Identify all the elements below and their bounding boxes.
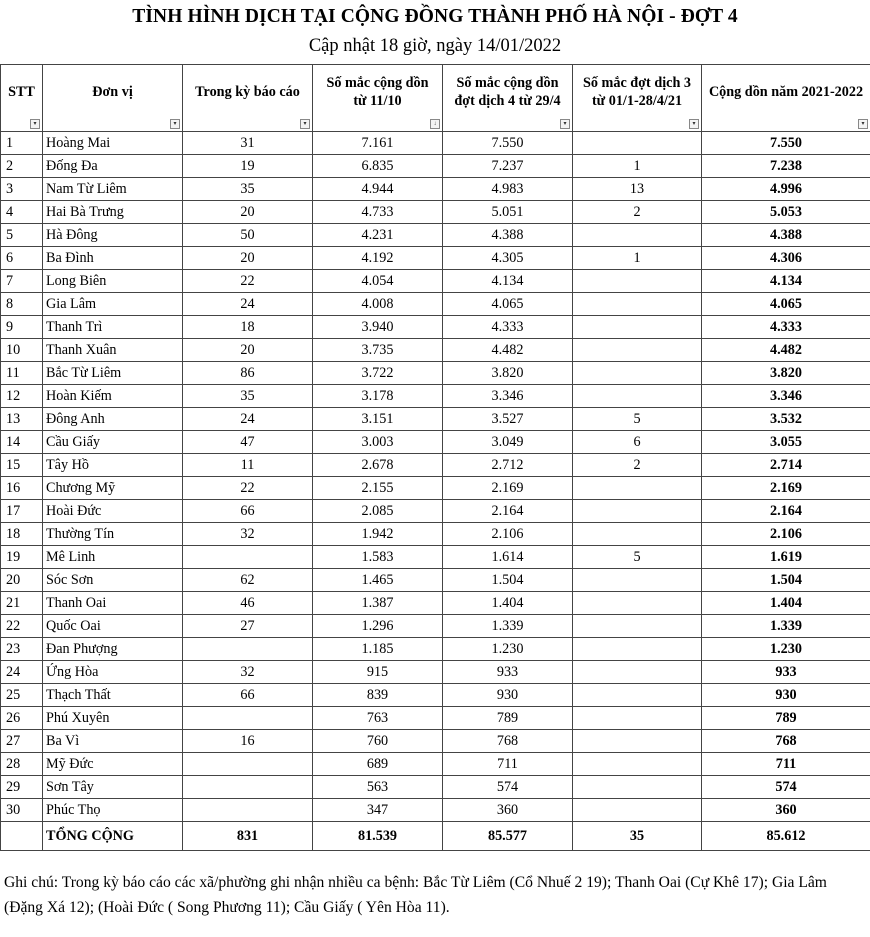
total-cell-wave-3: 35 — [573, 822, 702, 851]
cell-unit: Hoàng Mai — [43, 132, 183, 155]
cell-cumulative-since-11-10: 4.944 — [313, 178, 443, 201]
cell-stt: 29 — [1, 776, 43, 799]
cell-cumulative-since-11-10: 2.678 — [313, 454, 443, 477]
cell-stt: 28 — [1, 753, 43, 776]
cell-cumulative-2021-2022: 4.306 — [702, 247, 870, 270]
table-row — [1, 569, 870, 592]
table-row — [1, 500, 870, 523]
cell-unit: Hoàn Kiếm — [43, 385, 183, 408]
cell-wave-3 — [573, 638, 702, 661]
table-row — [1, 293, 870, 316]
cell-cumulative-wave-4: 2.712 — [443, 454, 573, 477]
cell-stt: 7 — [1, 270, 43, 293]
table-row — [1, 707, 870, 730]
cell-unit: Bắc Từ Liêm — [43, 362, 183, 385]
table-row — [1, 546, 870, 569]
cell-stt: 24 — [1, 661, 43, 684]
cell-cumulative-since-11-10: 347 — [313, 799, 443, 822]
cell-cumulative-2021-2022: 3.055 — [702, 431, 870, 454]
cell-unit: Thanh Xuân — [43, 339, 183, 362]
cell-unit: Chương Mỹ — [43, 477, 183, 500]
cell-wave-3 — [573, 753, 702, 776]
table-row — [1, 799, 870, 822]
cell-cumulative-2021-2022: 1.339 — [702, 615, 870, 638]
cell-cumulative-wave-4: 711 — [443, 753, 573, 776]
cell-stt: 11 — [1, 362, 43, 385]
column-header-cumulative-2021-2022: Cộng dồn năm 2021-2022 ▾ — [702, 65, 870, 132]
filter-dropdown-icon[interactable]: ▾ — [689, 119, 699, 129]
cell-cumulative-since-11-10: 3.735 — [313, 339, 443, 362]
cell-cumulative-wave-4: 4.065 — [443, 293, 573, 316]
cell-cumulative-2021-2022: 4.065 — [702, 293, 870, 316]
cell-cumulative-wave-4: 933 — [443, 661, 573, 684]
cell-stt: 22 — [1, 615, 43, 638]
cell-stt: 10 — [1, 339, 43, 362]
cell-wave-3: 13 — [573, 178, 702, 201]
cell-in-period: 86 — [183, 362, 313, 385]
cell-unit: Sơn Tây — [43, 776, 183, 799]
cell-stt: 17 — [1, 500, 43, 523]
cell-cumulative-wave-4: 3.346 — [443, 385, 573, 408]
total-cell-stt — [1, 822, 43, 851]
cell-unit: Nam Từ Liêm — [43, 178, 183, 201]
cell-wave-3 — [573, 776, 702, 799]
cell-in-period: 19 — [183, 155, 313, 178]
table-header-row — [1, 65, 870, 132]
cell-unit: Thạch Thất — [43, 684, 183, 707]
table-body — [1, 132, 870, 851]
cell-cumulative-wave-4: 3.820 — [443, 362, 573, 385]
cell-cumulative-2021-2022: 789 — [702, 707, 870, 730]
filter-dropdown-icon[interactable]: ▾ — [858, 119, 868, 129]
table-row — [1, 638, 870, 661]
total-cell-unit: TỔNG CỘNG — [43, 822, 183, 851]
cell-unit: Long Biên — [43, 270, 183, 293]
cell-wave-3 — [573, 500, 702, 523]
sort-descending-icon[interactable]: ↓ — [430, 119, 440, 129]
cell-cumulative-wave-4: 3.527 — [443, 408, 573, 431]
table-row — [1, 753, 870, 776]
cell-stt: 19 — [1, 546, 43, 569]
cell-in-period: 62 — [183, 569, 313, 592]
cell-unit: Mê Linh — [43, 546, 183, 569]
cell-unit: Đông Anh — [43, 408, 183, 431]
table-row — [1, 477, 870, 500]
cell-cumulative-wave-4: 1.504 — [443, 569, 573, 592]
filter-dropdown-icon[interactable]: ▾ — [170, 119, 180, 129]
cell-unit: Phú Xuyên — [43, 707, 183, 730]
cell-cumulative-since-11-10: 3.178 — [313, 385, 443, 408]
cell-in-period: 32 — [183, 661, 313, 684]
table-row — [1, 385, 870, 408]
cell-cumulative-since-11-10: 2.085 — [313, 500, 443, 523]
cell-in-period — [183, 753, 313, 776]
cell-cumulative-since-11-10: 839 — [313, 684, 443, 707]
cell-cumulative-wave-4: 1.339 — [443, 615, 573, 638]
cell-in-period — [183, 707, 313, 730]
cell-cumulative-2021-2022: 930 — [702, 684, 870, 707]
cell-unit: Thường Tín — [43, 523, 183, 546]
cell-cumulative-wave-4: 2.164 — [443, 500, 573, 523]
cell-stt: 23 — [1, 638, 43, 661]
cell-in-period: 24 — [183, 293, 313, 316]
cell-cumulative-wave-4: 4.305 — [443, 247, 573, 270]
cell-cumulative-2021-2022: 5.053 — [702, 201, 870, 224]
cell-cumulative-2021-2022: 2.169 — [702, 477, 870, 500]
cell-stt: 2 — [1, 155, 43, 178]
cell-cumulative-wave-4: 4.388 — [443, 224, 573, 247]
cell-cumulative-wave-4: 4.333 — [443, 316, 573, 339]
cell-stt: 25 — [1, 684, 43, 707]
cell-cumulative-wave-4: 7.237 — [443, 155, 573, 178]
cell-wave-3: 1 — [573, 155, 702, 178]
total-cell-in-period: 831 — [183, 822, 313, 851]
table-row — [1, 523, 870, 546]
cell-wave-3 — [573, 293, 702, 316]
cell-unit: Ba Đình — [43, 247, 183, 270]
table-row — [1, 201, 870, 224]
cell-wave-3 — [573, 592, 702, 615]
cell-wave-3 — [573, 270, 702, 293]
cell-cumulative-since-11-10: 1.296 — [313, 615, 443, 638]
cell-in-period: 20 — [183, 339, 313, 362]
page-subtitle: Cập nhật 18 giờ, ngày 14/01/2022 — [308, 36, 562, 56]
cell-wave-3: 2 — [573, 201, 702, 224]
cell-stt: 16 — [1, 477, 43, 500]
cell-cumulative-since-11-10: 4.733 — [313, 201, 443, 224]
table-row — [1, 224, 870, 247]
cell-cumulative-since-11-10: 1.583 — [313, 546, 443, 569]
cell-unit: Hoài Đức — [43, 500, 183, 523]
cell-cumulative-2021-2022: 1.504 — [702, 569, 870, 592]
cell-wave-3: 1 — [573, 247, 702, 270]
cell-cumulative-since-11-10: 3.151 — [313, 408, 443, 431]
cell-in-period: 66 — [183, 500, 313, 523]
cell-wave-3: 5 — [573, 546, 702, 569]
cell-cumulative-2021-2022: 3.820 — [702, 362, 870, 385]
column-header-wave-3: Số mắc đợt dịch 3 từ 01/1-28/4/21 ▾ — [573, 65, 702, 132]
cell-cumulative-since-11-10: 6.835 — [313, 155, 443, 178]
page-title: TÌNH HÌNH DỊCH TẠI CỘNG ĐỒNG THÀNH PHỐ HÀ NỘI - ĐỢT 4 — [132, 6, 738, 27]
cell-cumulative-2021-2022: 4.388 — [702, 224, 870, 247]
cell-cumulative-since-11-10: 1.387 — [313, 592, 443, 615]
cell-cumulative-wave-4: 2.169 — [443, 477, 573, 500]
cell-stt: 15 — [1, 454, 43, 477]
table-total-row — [1, 822, 870, 851]
table-row — [1, 132, 870, 155]
cell-in-period: 31 — [183, 132, 313, 155]
cell-cumulative-since-11-10: 3.940 — [313, 316, 443, 339]
cell-wave-3: 6 — [573, 431, 702, 454]
cell-wave-3: 5 — [573, 408, 702, 431]
cell-cumulative-2021-2022: 3.532 — [702, 408, 870, 431]
cell-in-period — [183, 546, 313, 569]
table-row — [1, 661, 870, 684]
cell-cumulative-2021-2022: 7.238 — [702, 155, 870, 178]
table-row — [1, 270, 870, 293]
cell-stt: 1 — [1, 132, 43, 155]
cell-stt: 27 — [1, 730, 43, 753]
cell-cumulative-wave-4: 768 — [443, 730, 573, 753]
cell-cumulative-2021-2022: 933 — [702, 661, 870, 684]
cell-wave-3 — [573, 362, 702, 385]
cell-cumulative-2021-2022: 1.230 — [702, 638, 870, 661]
cell-stt: 18 — [1, 523, 43, 546]
cell-in-period: 32 — [183, 523, 313, 546]
cell-in-period: 47 — [183, 431, 313, 454]
table-row — [1, 247, 870, 270]
cell-cumulative-since-11-10: 3.003 — [313, 431, 443, 454]
cell-cumulative-wave-4: 930 — [443, 684, 573, 707]
cell-cumulative-since-11-10: 4.054 — [313, 270, 443, 293]
cell-cumulative-since-11-10: 915 — [313, 661, 443, 684]
footnote: Ghi chú: Trong kỳ báo cáo các xã/phường ghi nhận nhiều ca bệnh: Bắc Từ Liêm (Cổ Nhuế 2 19); Thanh Oai (Cự Khê 17); Gia Lâm (Đặng Xá 12); (Hoài Đức ( Song Phương 11); Cầu Giấy ( Yên Hòa 11). — [4, 874, 827, 916]
cell-in-period — [183, 776, 313, 799]
cell-stt: 26 — [1, 707, 43, 730]
cell-cumulative-wave-4: 5.051 — [443, 201, 573, 224]
cell-unit: Ứng Hòa — [43, 661, 183, 684]
column-header-cumulative-wave-4: Số mắc cộng dồn đợt dịch 4 từ 29/4 ▾ — [443, 65, 573, 132]
cell-stt: 3 — [1, 178, 43, 201]
cell-unit: Mỹ Đức — [43, 753, 183, 776]
cell-cumulative-since-11-10: 763 — [313, 707, 443, 730]
cell-wave-3 — [573, 569, 702, 592]
total-cell-cumulative-2021-2022: 85.612 — [702, 822, 870, 851]
cell-cumulative-2021-2022: 4.996 — [702, 178, 870, 201]
cell-cumulative-2021-2022: 574 — [702, 776, 870, 799]
cell-in-period: 11 — [183, 454, 313, 477]
cell-cumulative-2021-2022: 1.404 — [702, 592, 870, 615]
cell-in-period: 27 — [183, 615, 313, 638]
cell-in-period: 66 — [183, 684, 313, 707]
covid-cases-table — [0, 64, 870, 851]
cell-wave-3 — [573, 224, 702, 247]
cell-unit: Hai Bà Trưng — [43, 201, 183, 224]
column-header-cumulative-since-11-10: Số mắc cộng dồn từ 11/10 ↓ — [313, 65, 443, 132]
cell-wave-3 — [573, 730, 702, 753]
cell-cumulative-2021-2022: 2.106 — [702, 523, 870, 546]
cell-wave-3 — [573, 799, 702, 822]
cell-in-period: 35 — [183, 385, 313, 408]
cell-cumulative-since-11-10: 4.192 — [313, 247, 443, 270]
cell-cumulative-since-11-10: 2.155 — [313, 477, 443, 500]
cell-unit: Đống Đa — [43, 155, 183, 178]
cell-stt: 6 — [1, 247, 43, 270]
cell-unit: Tây Hồ — [43, 454, 183, 477]
cell-cumulative-wave-4: 3.049 — [443, 431, 573, 454]
cell-unit: Đan Phượng — [43, 638, 183, 661]
cell-wave-3 — [573, 339, 702, 362]
cell-unit: Hà Đông — [43, 224, 183, 247]
cell-cumulative-wave-4: 4.482 — [443, 339, 573, 362]
cell-cumulative-2021-2022: 711 — [702, 753, 870, 776]
cell-cumulative-2021-2022: 4.134 — [702, 270, 870, 293]
cell-in-period: 16 — [183, 730, 313, 753]
cell-cumulative-wave-4: 1.614 — [443, 546, 573, 569]
cell-stt: 8 — [1, 293, 43, 316]
table-row — [1, 776, 870, 799]
cell-in-period: 50 — [183, 224, 313, 247]
cell-unit: Ba Vì — [43, 730, 183, 753]
cell-stt: 12 — [1, 385, 43, 408]
cell-wave-3 — [573, 615, 702, 638]
table-row — [1, 592, 870, 615]
table-row — [1, 684, 870, 707]
table-row — [1, 730, 870, 753]
cell-unit: Phúc Thọ — [43, 799, 183, 822]
cell-cumulative-2021-2022: 2.164 — [702, 500, 870, 523]
column-header-unit: Đơn vị ▾ — [43, 65, 183, 132]
cell-stt: 5 — [1, 224, 43, 247]
cell-unit: Cầu Giấy — [43, 431, 183, 454]
total-cell-cumulative-wave-4: 85.577 — [443, 822, 573, 851]
cell-cumulative-since-11-10: 1.185 — [313, 638, 443, 661]
cell-wave-3 — [573, 316, 702, 339]
table-row — [1, 316, 870, 339]
column-header-stt: STT ▾ — [1, 65, 43, 132]
cell-in-period: 24 — [183, 408, 313, 431]
cell-cumulative-2021-2022: 768 — [702, 730, 870, 753]
cell-cumulative-wave-4: 7.550 — [443, 132, 573, 155]
cell-cumulative-since-11-10: 760 — [313, 730, 443, 753]
cell-cumulative-2021-2022: 2.714 — [702, 454, 870, 477]
cell-in-period: 35 — [183, 178, 313, 201]
cell-cumulative-wave-4: 1.230 — [443, 638, 573, 661]
cell-stt: 14 — [1, 431, 43, 454]
cell-in-period: 46 — [183, 592, 313, 615]
cell-wave-3 — [573, 132, 702, 155]
cell-in-period: 20 — [183, 247, 313, 270]
cell-cumulative-2021-2022: 4.333 — [702, 316, 870, 339]
cell-cumulative-wave-4: 1.404 — [443, 592, 573, 615]
table-row — [1, 339, 870, 362]
table-row — [1, 454, 870, 477]
cell-wave-3 — [573, 684, 702, 707]
cell-in-period — [183, 638, 313, 661]
cell-in-period: 22 — [183, 477, 313, 500]
cell-stt: 13 — [1, 408, 43, 431]
cell-in-period: 22 — [183, 270, 313, 293]
cell-cumulative-since-11-10: 7.161 — [313, 132, 443, 155]
cell-in-period: 18 — [183, 316, 313, 339]
cell-cumulative-2021-2022: 1.619 — [702, 546, 870, 569]
cell-cumulative-2021-2022: 360 — [702, 799, 870, 822]
table-row — [1, 431, 870, 454]
cell-cumulative-since-11-10: 1.465 — [313, 569, 443, 592]
table-row — [1, 362, 870, 385]
cell-cumulative-since-11-10: 563 — [313, 776, 443, 799]
table-row — [1, 178, 870, 201]
filter-dropdown-icon[interactable]: ▾ — [300, 119, 310, 129]
cell-cumulative-2021-2022: 4.482 — [702, 339, 870, 362]
filter-dropdown-icon[interactable]: ▾ — [30, 119, 40, 129]
cell-in-period — [183, 799, 313, 822]
cell-cumulative-since-11-10: 4.231 — [313, 224, 443, 247]
cell-unit: Thanh Oai — [43, 592, 183, 615]
cell-stt: 30 — [1, 799, 43, 822]
cell-in-period: 20 — [183, 201, 313, 224]
cell-cumulative-wave-4: 574 — [443, 776, 573, 799]
table-row — [1, 615, 870, 638]
cell-wave-3 — [573, 477, 702, 500]
cell-stt: 9 — [1, 316, 43, 339]
filter-dropdown-icon[interactable]: ▾ — [560, 119, 570, 129]
table-row — [1, 408, 870, 431]
total-cell-cumulative-since-11-10: 81.539 — [313, 822, 443, 851]
cell-cumulative-since-11-10: 3.722 — [313, 362, 443, 385]
table-row — [1, 155, 870, 178]
cell-cumulative-since-11-10: 4.008 — [313, 293, 443, 316]
cell-cumulative-wave-4: 2.106 — [443, 523, 573, 546]
cell-stt: 4 — [1, 201, 43, 224]
cell-unit: Sóc Sơn — [43, 569, 183, 592]
column-header-in-period: Trong kỳ báo cáo ▾ — [183, 65, 313, 132]
cell-wave-3: 2 — [573, 454, 702, 477]
cell-cumulative-since-11-10: 1.942 — [313, 523, 443, 546]
cell-cumulative-2021-2022: 7.550 — [702, 132, 870, 155]
cell-cumulative-wave-4: 789 — [443, 707, 573, 730]
cell-stt: 20 — [1, 569, 43, 592]
cell-cumulative-wave-4: 360 — [443, 799, 573, 822]
cell-stt: 21 — [1, 592, 43, 615]
cell-cumulative-since-11-10: 689 — [313, 753, 443, 776]
cell-wave-3 — [573, 707, 702, 730]
cell-cumulative-wave-4: 4.134 — [443, 270, 573, 293]
cell-cumulative-wave-4: 4.983 — [443, 178, 573, 201]
cell-unit: Gia Lâm — [43, 293, 183, 316]
cell-cumulative-2021-2022: 3.346 — [702, 385, 870, 408]
cell-unit: Thanh Trì — [43, 316, 183, 339]
cell-wave-3 — [573, 661, 702, 684]
cell-wave-3 — [573, 385, 702, 408]
cell-wave-3 — [573, 523, 702, 546]
cell-unit: Quốc Oai — [43, 615, 183, 638]
